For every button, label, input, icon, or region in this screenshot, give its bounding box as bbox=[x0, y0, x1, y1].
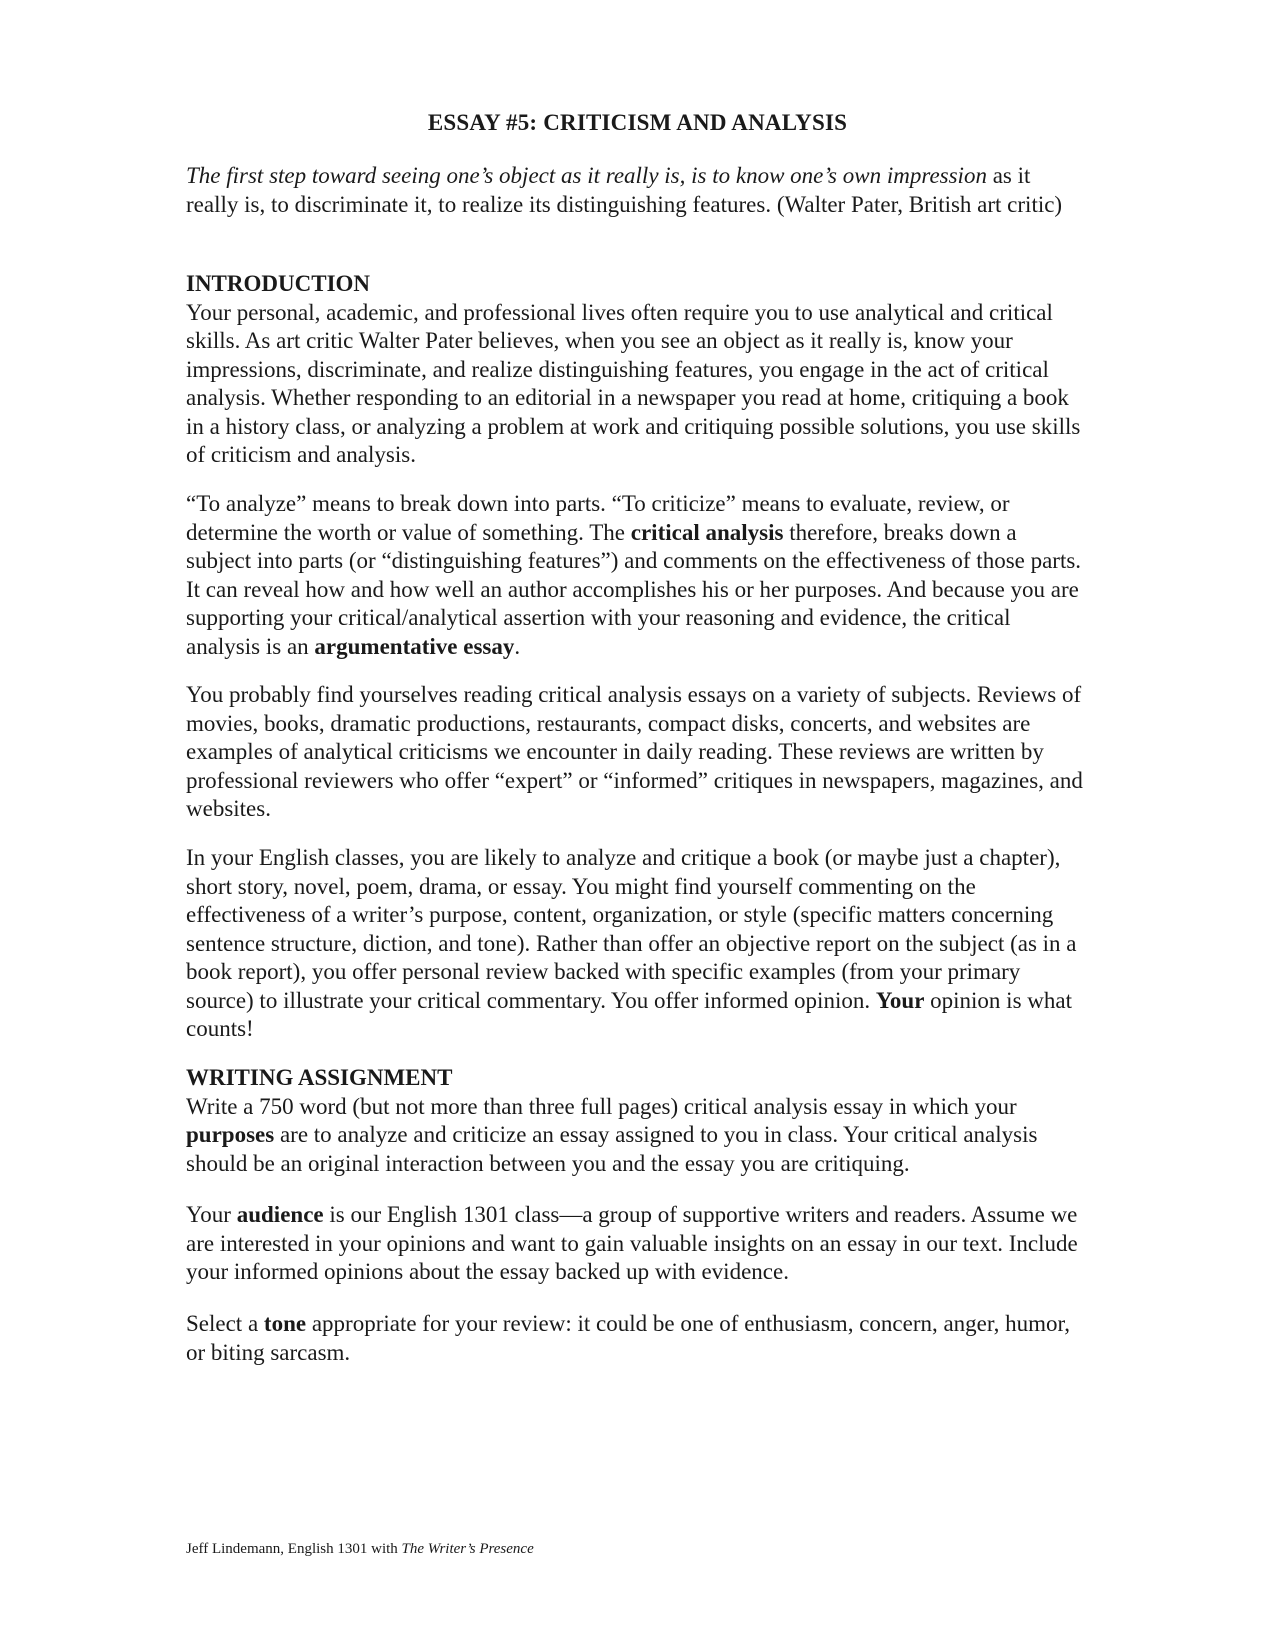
footer-book-title: The Writer’s Presence bbox=[401, 1541, 534, 1557]
text-run: is our English 1301 class—a group of supportive writers and readers. Assume we are interested in your opinions and want to gain valuable insights on an essay in our text. Include your informed opinions about the essay backed up with evidence. bbox=[186, 1202, 1078, 1284]
page-footer bbox=[186, 1541, 534, 1558]
term-critical-analysis: critical analysis bbox=[630, 519, 784, 545]
assignment-paragraph-1 bbox=[186, 1093, 1086, 1179]
epigraph-text bbox=[186, 162, 1086, 219]
introduction-section bbox=[186, 270, 1086, 470]
term-your: Your bbox=[875, 987, 925, 1013]
term-purposes: purposes bbox=[186, 1122, 275, 1147]
introduction-paragraph-4 bbox=[186, 844, 1086, 1044]
text-run: Select a bbox=[186, 1311, 264, 1336]
term-argumentative-essay: argumentative essay bbox=[314, 633, 515, 659]
assignment-paragraph-3 bbox=[186, 1310, 1086, 1367]
text-run: appropriate for your review: it could be one of enthusiasm, concern, anger, humor, or biting sarcasm. bbox=[186, 1311, 1071, 1365]
assignment-paragraph-2 bbox=[186, 1201, 1086, 1287]
assignment-section bbox=[186, 1064, 1086, 1178]
paragraph-text bbox=[186, 1201, 1086, 1287]
introduction-heading: INTRODUCTION bbox=[186, 271, 371, 296]
term-audience: audience bbox=[236, 1202, 324, 1227]
text-run: . bbox=[514, 633, 521, 659]
epigraph-italic: The first step toward seeing one’s object as it really is, is to know one’s own impression bbox=[186, 163, 987, 188]
text-run: opinion is what counts! bbox=[186, 987, 1072, 1041]
assignment-heading: WRITING ASSIGNMENT bbox=[186, 1065, 453, 1090]
text-run: Write a 750 word (but not more than three full pages) critical analysis essay in which your bbox=[186, 1093, 1017, 1119]
paragraph-text bbox=[186, 844, 1086, 1044]
epigraph bbox=[186, 162, 1086, 219]
paragraph-text bbox=[186, 490, 1086, 661]
text-run: In your English classes, you are likely to analyze and critique a book (or maybe just a chapter), short story, novel, poem, drama, or essay. You might find yourself commenting on the effectiveness of a writer’s purpose, content, organization, or style (specific matters concerning sentence structure, diction, and tone). Rather than offer an objective report on the subject (as in a book report), you offer personal review backed with specific examples (from your primary source) to illustrate your critical commentary. You offer informed opinion. bbox=[186, 845, 1077, 1013]
text-run: “To analyze” means to break down into parts. “To criticize” means to evaluate, review, or determine the worth or value of something. The bbox=[186, 491, 1010, 545]
paragraph-text: You probably find yourselves reading critical analysis essays on a variety of subjects. Reviews of movies, books, dramatic productions, restaurants, compact disks, concerts, and websites are examples of analytical criticisms we encounter in daily reading. These reviews are written by professional reviewers who offer “expert” or “informed” critiques in newspapers, magazines, and websites. bbox=[186, 682, 1083, 821]
paragraph-text bbox=[186, 1310, 1086, 1367]
introduction-paragraph-2 bbox=[186, 490, 1086, 661]
text-run: Your bbox=[186, 1202, 237, 1227]
text-run: therefore, breaks down a subject into parts (or “distinguishing features”) and comments on the effectiveness of those parts. It can reveal how and how well an author accomplishes his or her purposes. And because you are supporting your critical/analytical assertion with your reasoning and evidence, the critical analysis is an bbox=[186, 519, 1082, 659]
term-tone: tone bbox=[263, 1311, 307, 1336]
introduction-paragraph-1: Your personal, academic, and professional lives often require you to use analytical and critical skills. As art critic Walter Pater believes, when you see an object as it really is, know your impressions, discriminate, and realize distinguishing features, you engage in the act of critical analysis. Whether responding to an editorial in a newspaper you read at home, critiquing a book in a history class, or analyzing a problem at work and critiquing possible solutions, you use skills of criticism and analysis. bbox=[186, 299, 1081, 467]
introduction-paragraph-3 bbox=[186, 681, 1086, 824]
epigraph-attribution: as it really is, to discriminate it, to realize its distinguishing features. (Walter Pater, British art critic) bbox=[186, 163, 1063, 217]
footer-author: Jeff Lindemann, English 1301 with bbox=[186, 1541, 402, 1557]
page-title: ESSAY #5: CRITICISM AND ANALYSIS bbox=[427, 110, 848, 135]
text-run: are to analyze and criticize an essay assigned to you in class. Your critical analysis should be an original interaction between you and the essay you are critiquing. bbox=[186, 1122, 1038, 1176]
